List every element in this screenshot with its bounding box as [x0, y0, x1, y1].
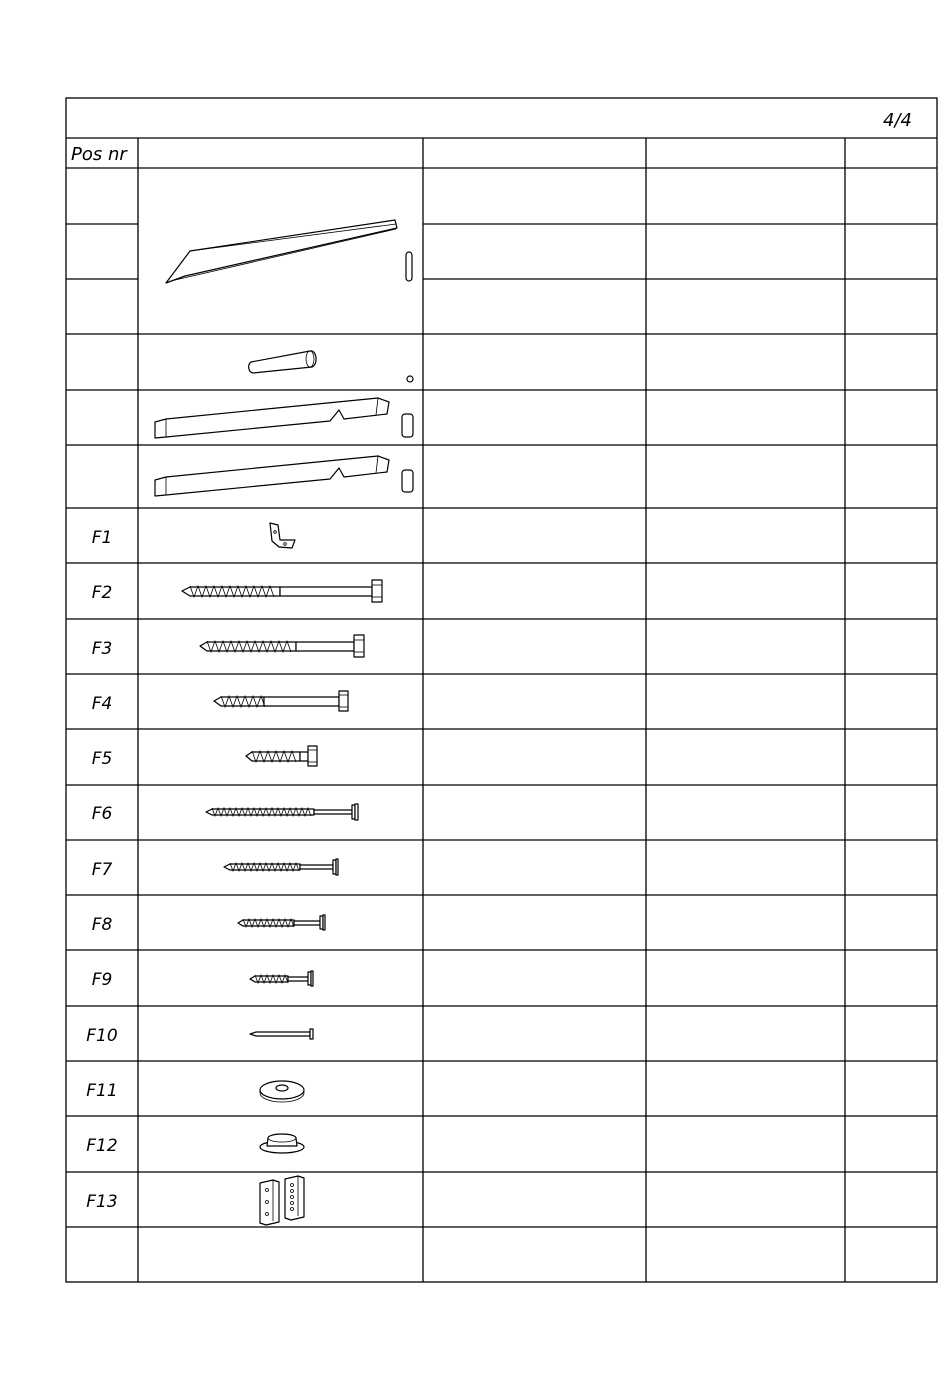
connector-plate-icon [260, 1176, 304, 1225]
header-pos-nr: Pos nr [71, 144, 127, 165]
pos-label: F9 [91, 970, 113, 990]
page-indicator: 4/4 [883, 110, 912, 131]
wood-screw-icon [206, 804, 358, 820]
lag-screw-icon [182, 580, 382, 602]
pos-label: F3 [91, 639, 113, 659]
pos-label: F10 [86, 1026, 118, 1046]
wood-screw-icon [238, 915, 325, 930]
pos-label: F11 [86, 1081, 118, 1101]
cap-icon [260, 1134, 304, 1153]
lag-screw-icon [246, 746, 317, 766]
long-board-icon [166, 220, 412, 283]
pos-label: F13 [86, 1192, 118, 1212]
pos-label: F5 [91, 749, 113, 769]
pos-label: F7 [91, 860, 113, 880]
washer-icon [260, 1081, 304, 1102]
wood-screw-icon [250, 971, 313, 986]
lag-screw-icon [214, 691, 348, 711]
pos-label: F6 [91, 804, 113, 824]
table-frame [66, 98, 937, 1282]
pos-label: F4 [91, 694, 113, 714]
notched-beam-icon [155, 398, 413, 438]
nail-icon [250, 1029, 313, 1039]
pos-label: F2 [91, 583, 113, 603]
pos-label: F1 [91, 528, 113, 548]
angle-bracket-icon [270, 523, 295, 548]
wood-screw-icon [224, 859, 338, 875]
notched-beam-icon [155, 456, 413, 496]
pos-label: F12 [86, 1136, 118, 1156]
lag-screw-icon [200, 635, 364, 657]
dowel-icon [249, 351, 413, 382]
pos-label: F8 [91, 915, 113, 935]
